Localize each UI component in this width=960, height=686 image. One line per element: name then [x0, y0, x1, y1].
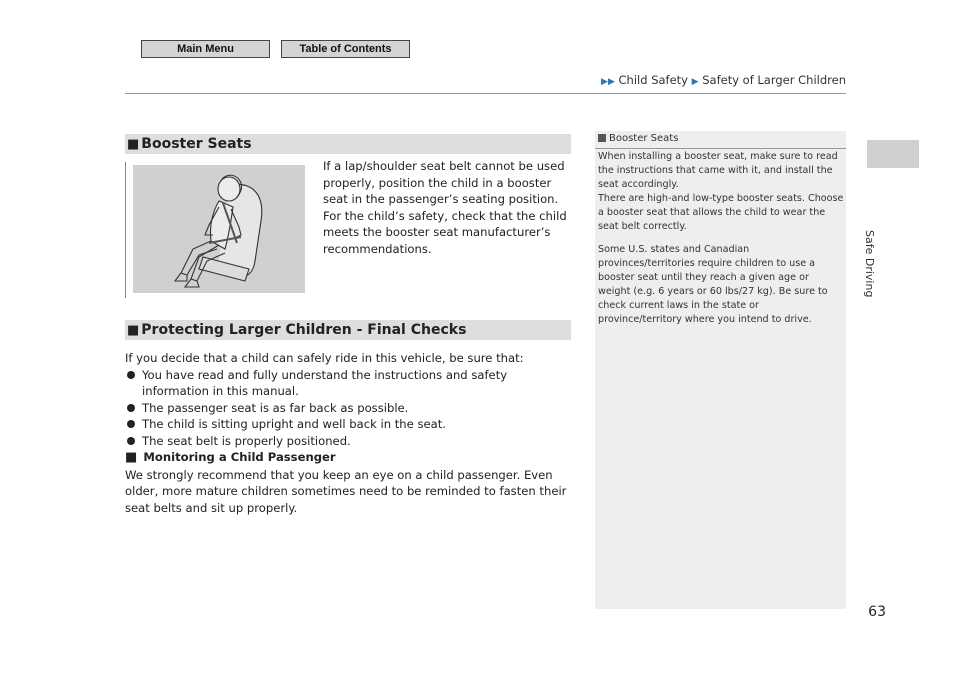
final-checks-intro: If you decide that a child can safely ride in this vehicle, be sure that:: [125, 351, 524, 365]
breadcrumb-larger-children[interactable]: Safety of Larger Children: [702, 73, 846, 87]
note-paragraph: When installing a booster seat, make sure to read the instructions that came with it, and install the seat accordingly.: [598, 151, 838, 190]
section-label: Safe Driving: [863, 230, 876, 298]
note-divider: [595, 148, 846, 149]
child-in-booster-icon: [133, 165, 305, 293]
monitoring-heading: [125, 449, 575, 467]
final-checks-heading-text: Protecting Larger Children - Final Checks: [141, 322, 467, 338]
booster-seats-text: If a lap/shoulder seat belt cannot be used properly, position the child in a booster seat in the passenger’s seating position. For the child’s safety, check that the child meets the booster seat manufacturer’s recommendations.: [323, 159, 567, 256]
note-paragraph: There are high-and low-type booster seats. Choose a booster seat that allows the child to wear the seat belt correctly.: [598, 193, 844, 232]
breadcrumb-child-safety[interactable]: Child Safety: [618, 73, 688, 87]
main-menu-button[interactable]: Main Menu: [141, 40, 270, 58]
note-icon: [598, 134, 606, 142]
note-body: [598, 150, 844, 327]
list-item-text: The seat belt is properly positioned.: [142, 433, 351, 448]
square-bullet-icon: ■: [125, 450, 138, 465]
booster-seat-illustration: [125, 162, 311, 298]
page-number: 63: [868, 604, 886, 620]
side-note-panel: [595, 131, 846, 609]
note-header: [598, 133, 678, 144]
table-of-contents-button[interactable]: Table of Contents: [281, 40, 410, 58]
booster-seats-heading-text: Booster Seats: [141, 136, 252, 152]
breadcrumb-arrow-icon: ▶: [691, 77, 699, 87]
note-title: Booster Seats: [609, 133, 679, 144]
breadcrumb-arrow-icon: ▶▶: [601, 77, 615, 87]
bullet-icon: [127, 437, 135, 445]
list-item: [125, 416, 575, 433]
monitoring-text: We strongly recommend that you keep an eye on a child passenger. Even older, more mature children sometimes need to be reminded to fasten their seat belts and sit up properly.: [125, 467, 567, 515]
bullet-icon: [127, 420, 135, 428]
checklist: [125, 367, 575, 450]
bullet-icon: [127, 404, 135, 412]
list-item-text: You have read and fully understand the instructions and safety information in this manual.: [142, 367, 508, 398]
header-divider: [125, 93, 846, 94]
bullet-icon: [127, 371, 135, 379]
illustration-background: [133, 165, 305, 293]
square-bullet-icon: ■: [127, 323, 140, 338]
booster-seats-heading: [125, 134, 571, 154]
list-item: [125, 400, 575, 417]
final-checks-heading: [125, 320, 571, 340]
list-item-text: The passenger seat is as far back as possible.: [142, 400, 409, 415]
list-item: [125, 367, 575, 400]
monitoring-heading-text: Monitoring a Child Passenger: [143, 450, 336, 464]
square-bullet-icon: ■: [127, 137, 140, 152]
list-item-text: The child is sitting upright and well back in the seat.: [142, 417, 446, 431]
section-tab: [867, 140, 919, 168]
note-paragraph: Some U.S. states and Canadian provinces/territories require children to use a booster seat until they reach a given age or weight (e.g. 6 years or 60 lbs/27 kg). Be sure to check current laws in the state or province/territory where you intend to drive.: [598, 244, 828, 325]
final-checks-body: [125, 350, 575, 516]
list-item: [125, 433, 575, 450]
breadcrumb: [601, 73, 846, 87]
